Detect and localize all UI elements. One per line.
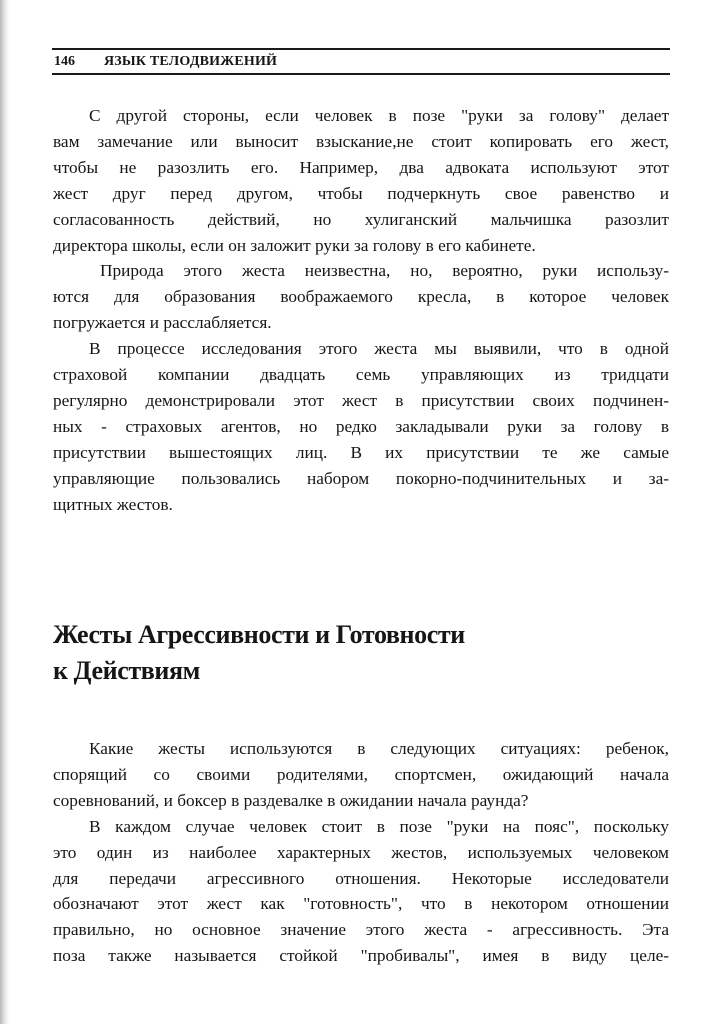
text-line: для передачи агрессивного отношения. Некоторые исследователи bbox=[53, 868, 669, 888]
text-line: В процессе исследования этого жеста мы выявили, что в одной bbox=[89, 339, 669, 359]
text-line: спорящий со своими родителями, спортсмен, ожидающий начала bbox=[53, 764, 669, 784]
text-line: вам замечание или выносит взыскание,не стоит копировать его жест, bbox=[53, 131, 669, 151]
text-line: обозначают этот жест как "готовность", что в некотором отношении bbox=[53, 894, 669, 914]
text-line: страховой компании двадцать семь управляющих из тридцати bbox=[53, 365, 669, 385]
text-line: Природа этого жеста неизвестна, но, вероятно, руки использу- bbox=[100, 261, 669, 281]
text-line: С другой стороны, если человек в позе "руки за голову" делает bbox=[89, 106, 669, 125]
text-line: поза также называется стойкой "пробивалы", имея в виду целе- bbox=[53, 946, 669, 966]
text-line: соревнований, и боксер в раздевалке в ожидании начала раунда? bbox=[53, 790, 529, 810]
text-line: жест друг перед другом, чтобы подчеркнуть свое равенство и bbox=[53, 183, 669, 203]
text-line: это один из наиболее характерных жестов, используемых человеком bbox=[53, 842, 669, 862]
paragraph bbox=[53, 258, 669, 336]
page-header bbox=[52, 48, 670, 76]
heading-line: Жесты Агрессивности и Готовности bbox=[53, 620, 465, 649]
header-rule-bottom bbox=[52, 73, 670, 75]
text-line: присутствии вышестоящих лиц. В их присутствии те же самые bbox=[53, 442, 669, 462]
text-line: Какие жесты используются в следующих ситуациях: ребенок, bbox=[89, 739, 669, 758]
text-line: ются для образования воображаемого кресла, в которое человек bbox=[53, 287, 669, 307]
text-line: регулярно демонстрировали этот жест в присутствии своих подчинен- bbox=[53, 390, 669, 410]
paragraph bbox=[53, 736, 669, 814]
text-line: управляющие пользовались набором покорно-подчинительных и за- bbox=[53, 468, 669, 488]
text-line: чтобы не разозлить его. Например, два адвоката используют этот bbox=[53, 157, 669, 177]
text-line: погружается и расслабляется. bbox=[53, 313, 272, 333]
body-text-top bbox=[53, 103, 669, 518]
paragraph bbox=[53, 103, 669, 258]
text-line: В каждом случае человек стоит в позе "руки на пояс", поскольку bbox=[89, 816, 669, 836]
text-line: щитных жестов. bbox=[53, 494, 173, 514]
running-title: ЯЗЫК ТЕЛОДВИЖЕНИЙ bbox=[104, 54, 278, 69]
paragraph bbox=[53, 814, 669, 969]
text-line: директора школы, если он заложит руки за голову в его кабинете. bbox=[53, 235, 536, 255]
page-edge-shadow bbox=[0, 0, 9, 1024]
body-text-bottom bbox=[53, 736, 669, 969]
page-number: 146 bbox=[54, 54, 75, 69]
text-line: правильно, но основное значение этого жеста - агрессивность. Эта bbox=[53, 920, 669, 940]
paragraph bbox=[53, 336, 669, 517]
text-line: согласованность действий, но хулиганский мальчишка разозлит bbox=[53, 209, 669, 229]
header-rule-top bbox=[52, 48, 670, 50]
section-heading bbox=[53, 617, 653, 689]
text-line: ных - страховых агентов, но редко закладывали руки за голову в bbox=[53, 416, 669, 436]
heading-line: к Действиям bbox=[53, 656, 200, 685]
